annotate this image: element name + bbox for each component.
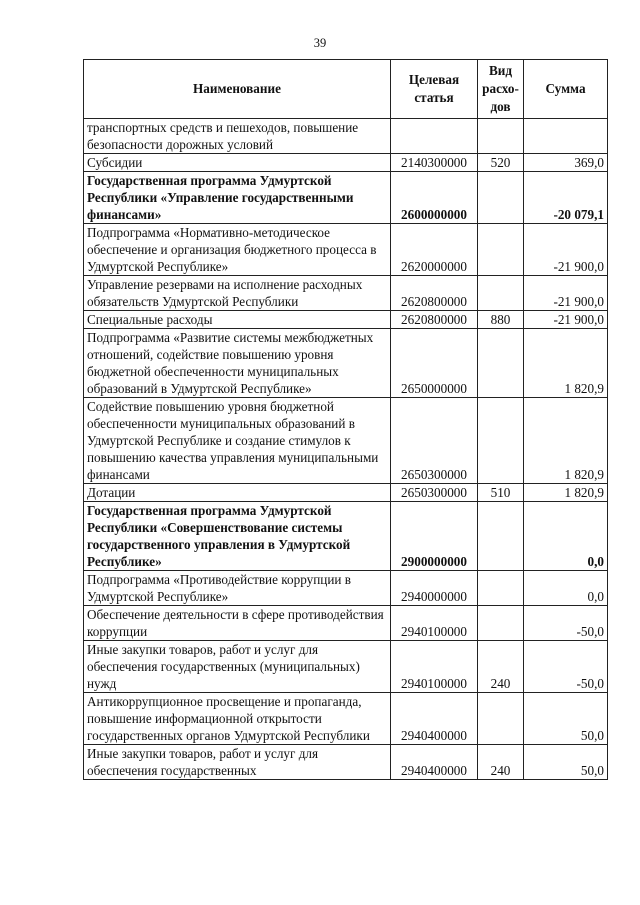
cell-sum: 50,0 (524, 693, 608, 745)
cell-name: Обеспечение деятельности в сфере противодействия коррупции (84, 606, 391, 641)
cell-type (478, 119, 524, 154)
header-code: Целевая статья (391, 60, 478, 119)
page-number: 39 (313, 36, 327, 50)
cell-code: 2600000000 (391, 172, 478, 224)
cell-code: 2940400000 (391, 745, 478, 780)
cell-name: Подпрограмма «Противодействие коррупции в Удмуртской Республике» (84, 571, 391, 606)
cell-type (478, 276, 524, 311)
cell-name: Содействие повышению уровня бюджетной обеспеченности муниципальных образований в Удмуртской Республике и создание стимулов к повышению качества управления муниципальными финансами (84, 398, 391, 484)
table-row (84, 606, 608, 641)
cell-type (478, 398, 524, 484)
cell-code: 2140300000 (391, 154, 478, 172)
cell-type (478, 571, 524, 606)
cell-type (478, 693, 524, 745)
cell-type (478, 502, 524, 571)
table-row (84, 276, 608, 311)
cell-code (391, 119, 478, 154)
cell-code: 2940000000 (391, 571, 478, 606)
table-row (84, 693, 608, 745)
table-row (84, 311, 608, 329)
table-row (84, 502, 608, 571)
cell-sum: -20 079,1 (524, 172, 608, 224)
table-row (84, 224, 608, 276)
header-type: Вид расхо-дов (478, 60, 524, 119)
cell-sum: -21 900,0 (524, 311, 608, 329)
header-name: Наименование (84, 60, 391, 119)
cell-type (478, 224, 524, 276)
cell-type (478, 329, 524, 398)
table-row (84, 484, 608, 502)
cell-code: 2650300000 (391, 398, 478, 484)
cell-type: 240 (478, 641, 524, 693)
cell-sum: -21 900,0 (524, 224, 608, 276)
table-row (84, 119, 608, 154)
cell-code: 2620800000 (391, 311, 478, 329)
cell-name: Государственная программа Удмуртской Республики «Управление государственными финансами» (84, 172, 391, 224)
table-row (84, 745, 608, 780)
table-row (84, 329, 608, 398)
cell-sum: 1 820,9 (524, 398, 608, 484)
cell-name: транспортных средств и пешеходов, повышение безопасности дорожных условий (84, 119, 391, 154)
cell-name: Иные закупки товаров, работ и услуг для обеспечения государственных (84, 745, 391, 780)
cell-sum: 50,0 (524, 745, 608, 780)
cell-name: Подпрограмма «Развитие системы межбюджетных отношений, содействие повышению уровня бюджетной обеспеченности муниципальных образований в Удмуртской Республике» (84, 329, 391, 398)
cell-sum: 0,0 (524, 502, 608, 571)
cell-code: 2940100000 (391, 606, 478, 641)
header-sum: Сумма (524, 60, 608, 119)
cell-code: 2650300000 (391, 484, 478, 502)
cell-name: Иные закупки товаров, работ и услуг для обеспечения государственных (муниципальных) нужд (84, 641, 391, 693)
table-header (84, 60, 608, 119)
cell-code: 2940400000 (391, 693, 478, 745)
cell-type (478, 606, 524, 641)
cell-name: Подпрограмма «Нормативно-методическое обеспечение и организация бюджетного процесса в Удмуртской Республике» (84, 224, 391, 276)
table-row (84, 398, 608, 484)
cell-code: 2620800000 (391, 276, 478, 311)
cell-sum: -50,0 (524, 641, 608, 693)
cell-type (478, 172, 524, 224)
cell-name: Государственная программа Удмуртской Республики «Совершенствование системы государственного управления в Удмуртской Республике» (84, 502, 391, 571)
budget-table (83, 59, 608, 780)
cell-name: Специальные расходы (84, 311, 391, 329)
table-body (84, 119, 608, 780)
cell-type: 880 (478, 311, 524, 329)
cell-sum: 1 820,9 (524, 329, 608, 398)
table-row (84, 641, 608, 693)
cell-type: 240 (478, 745, 524, 780)
table-row (84, 571, 608, 606)
cell-sum (524, 119, 608, 154)
cell-code: 2650000000 (391, 329, 478, 398)
cell-code: 2940100000 (391, 641, 478, 693)
cell-sum: 1 820,9 (524, 484, 608, 502)
table-row (84, 154, 608, 172)
cell-code: 2620000000 (391, 224, 478, 276)
table-row (84, 172, 608, 224)
cell-name: Управление резервами на исполнение расходных обязательств Удмуртской Республики (84, 276, 391, 311)
cell-type: 520 (478, 154, 524, 172)
cell-name: Антикоррупционное просвещение и пропаганда, повышение информационной открытости государственных органов Удмуртской Республики (84, 693, 391, 745)
header-row (84, 60, 608, 119)
cell-code: 2900000000 (391, 502, 478, 571)
cell-sum: 369,0 (524, 154, 608, 172)
cell-name: Субсидии (84, 154, 391, 172)
cell-sum: -21 900,0 (524, 276, 608, 311)
cell-name: Дотации (84, 484, 391, 502)
cell-sum: -50,0 (524, 606, 608, 641)
cell-type: 510 (478, 484, 524, 502)
cell-sum: 0,0 (524, 571, 608, 606)
